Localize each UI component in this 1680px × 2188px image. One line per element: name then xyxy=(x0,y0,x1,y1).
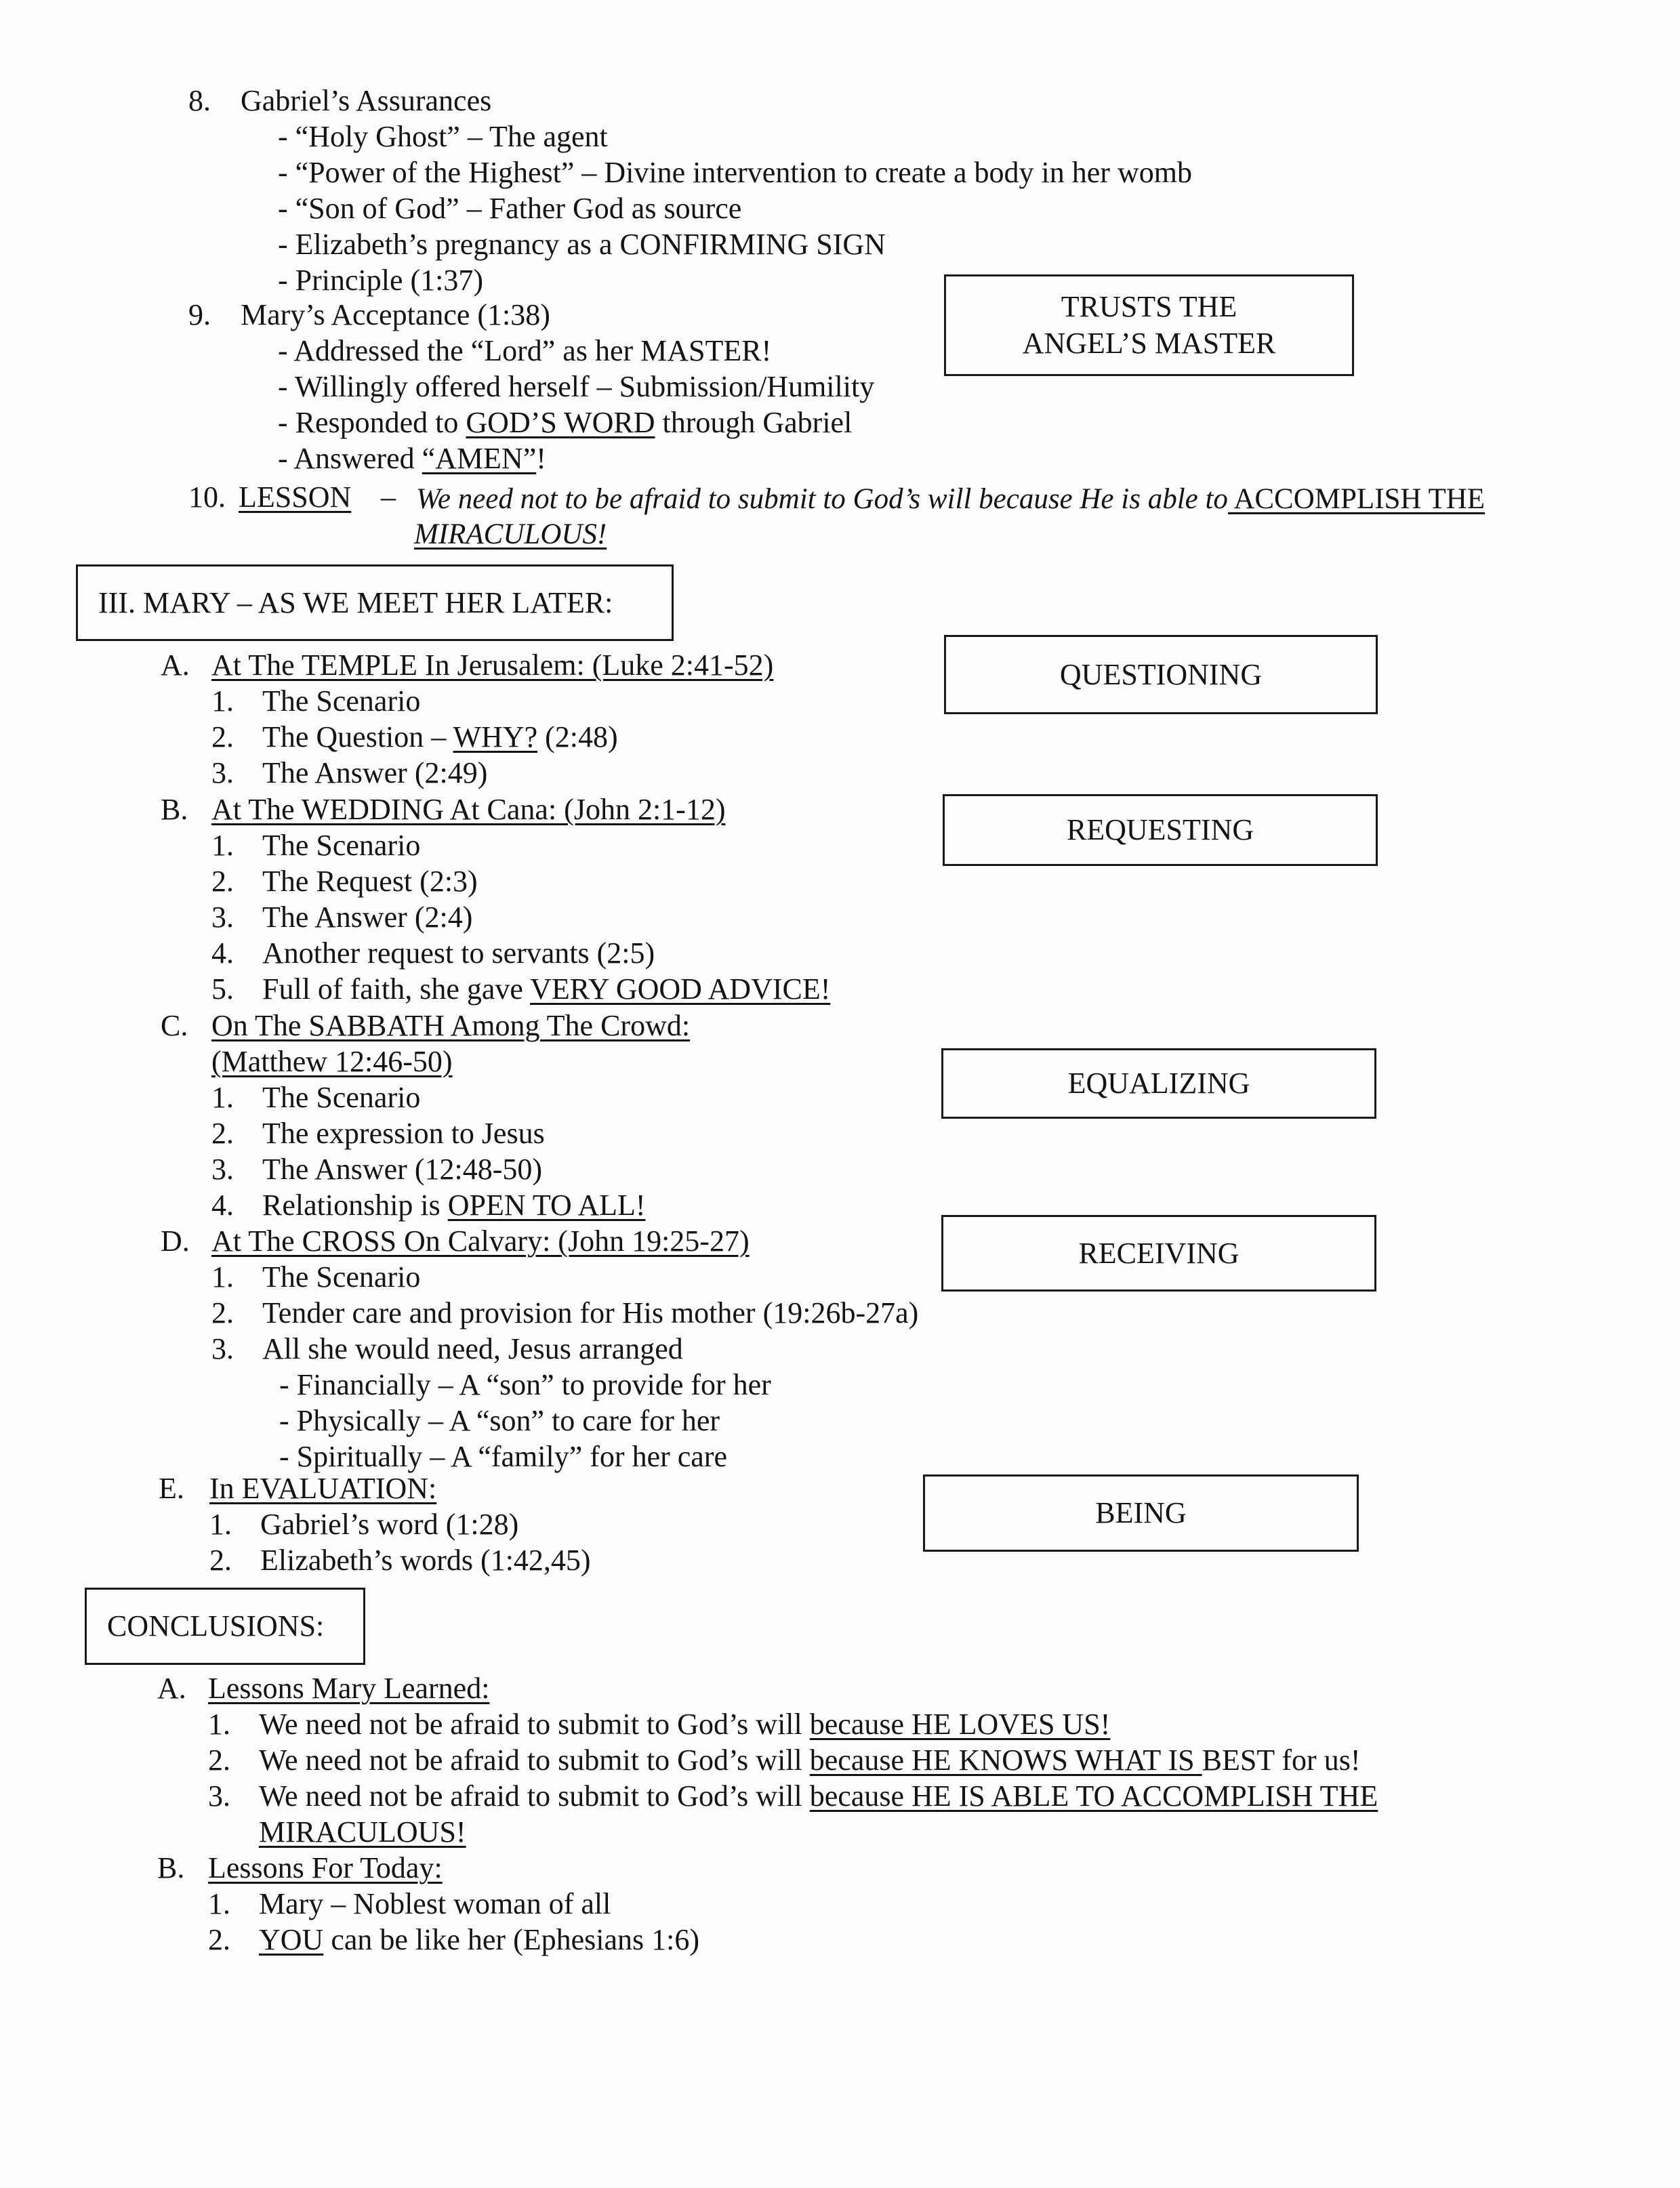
list-number: 2. xyxy=(211,1117,234,1150)
acceptance-point-text: - Answered xyxy=(278,442,422,475)
list-item-underlined: OPEN TO ALL! xyxy=(447,1189,646,1222)
sub-list-item: - Spiritually – A “family” for her care xyxy=(279,1440,727,1473)
lesson-text-continued: MIRACULOUS! xyxy=(414,518,607,550)
gabriel-point: - Principle (1:37) xyxy=(278,264,484,297)
acceptance-point xyxy=(278,440,546,476)
gabriel-point: - Elizabeth’s pregnancy as a CONFIRMING SIGN xyxy=(278,228,886,261)
receiving-box: RECEIVING xyxy=(941,1215,1376,1292)
list-item: The Scenario xyxy=(262,829,421,862)
list-item: The Answer (2:49) xyxy=(262,756,488,789)
item-9-number: 9. xyxy=(188,298,211,331)
list-item-continued: MIRACULOUS! xyxy=(259,1815,466,1849)
lesson-label: LESSON xyxy=(239,480,352,514)
list-item xyxy=(259,1778,1378,1814)
list-number: 1. xyxy=(211,1081,234,1114)
list-number: 2. xyxy=(208,1923,230,1956)
list-item xyxy=(259,1742,1360,1778)
sub-list-item: - Physically – A “son” to care for her xyxy=(279,1404,720,1437)
list-item-text: can be like her (Ephesians 1:6) xyxy=(323,1923,700,1956)
conclusion-b-title: Lessons For Today: xyxy=(208,1851,443,1884)
acceptance-point: - Willingly offered herself – Submission/Humility xyxy=(278,370,875,403)
list-number: 1. xyxy=(208,1708,230,1741)
equalizing-box: EQUALIZING xyxy=(941,1048,1376,1119)
list-number: 3. xyxy=(211,1153,234,1186)
acceptance-point-text: through Gabriel xyxy=(655,406,853,439)
section-b-title: At The WEDDING At Cana: (John 2:1-12) xyxy=(211,793,726,826)
item-9-heading: Mary’s Acceptance (1:38) xyxy=(241,298,550,331)
lesson-text xyxy=(416,481,1485,517)
list-number: 4. xyxy=(211,1189,234,1222)
list-item-text: We need not be afraid to submit to God’s will xyxy=(259,1779,810,1813)
acceptance-point-text: - Responded to xyxy=(278,406,466,439)
list-item xyxy=(262,971,830,1007)
list-number: 5. xyxy=(211,972,234,1006)
list-item: Mary – Noblest woman of all xyxy=(259,1887,611,1920)
list-item: Elizabeth’s words (1:42,45) xyxy=(260,1544,591,1577)
section-d-title: At The CROSS On Calvary: (John 19:25-27) xyxy=(211,1224,750,1258)
list-number: 2. xyxy=(211,1296,234,1329)
list-number: 1. xyxy=(209,1508,232,1541)
list-item-underlined: YOU xyxy=(259,1923,324,1956)
list-item-underlined: because HE IS ABLE TO ACCOMPLISH THE xyxy=(809,1779,1378,1813)
conclusion-a-letter: A. xyxy=(157,1672,186,1705)
list-item-underlined: because HE KNOWS WHAT IS xyxy=(809,1743,1202,1777)
list-item-underlined: because HE LOVES US! xyxy=(809,1708,1111,1741)
list-item xyxy=(259,1706,1110,1742)
acceptance-point: - Addressed the “Lord” as her MASTER! xyxy=(278,334,772,367)
questioning-box: QUESTIONING xyxy=(944,635,1378,714)
section-c-title: On The SABBATH Among The Crowd: xyxy=(211,1009,691,1042)
list-item: Gabriel’s word (1:28) xyxy=(260,1508,519,1541)
section-e-title: In EVALUATION: xyxy=(209,1472,437,1505)
trusts-box-line2: ANGEL’S MASTER xyxy=(1022,327,1276,360)
list-item: All she would need, Jesus arranged xyxy=(262,1332,683,1365)
list-item: The Request (2:3) xyxy=(262,865,478,898)
list-item-text: (2:48) xyxy=(537,720,618,754)
list-item-text: Full of faith, she gave xyxy=(262,972,531,1006)
section-iii-heading: III. MARY – AS WE MEET HER LATER: xyxy=(76,564,674,641)
list-item xyxy=(262,1187,646,1223)
item-8-number: 8. xyxy=(188,84,211,117)
section-a-title: At The TEMPLE In Jerusalem: (Luke 2:41-52) xyxy=(211,648,774,682)
gabriel-point: - “Son of God” – Father God as source xyxy=(278,192,742,225)
item-10-number: 10. xyxy=(188,480,226,514)
conclusion-b-letter: B. xyxy=(157,1851,185,1884)
list-item-text: Relationship is xyxy=(262,1189,448,1222)
amen-underlined: “AMEN” xyxy=(422,442,537,475)
list-number: 2. xyxy=(208,1743,230,1777)
list-item-text: We need not be afraid to submit to God’s will xyxy=(259,1743,810,1777)
section-d-letter: D. xyxy=(161,1224,190,1258)
section-a-letter: A. xyxy=(161,648,190,682)
list-number: 2. xyxy=(211,720,234,754)
section-e-letter: E. xyxy=(159,1472,184,1505)
acceptance-point xyxy=(278,405,852,440)
section-c-title-continued: (Matthew 12:46-50) xyxy=(211,1045,453,1078)
list-number: 3. xyxy=(211,901,234,934)
list-item-underlined: WHY? xyxy=(453,720,538,754)
list-item: The Scenario xyxy=(262,684,421,718)
list-number: 1. xyxy=(211,1260,234,1294)
list-item: Another request to servants (2:5) xyxy=(262,936,655,970)
list-item: The Scenario xyxy=(262,1260,421,1294)
list-item xyxy=(259,1922,699,1958)
list-number: 3. xyxy=(208,1779,230,1813)
list-item-text: BEST for us! xyxy=(1202,1743,1361,1777)
gabriel-point: - “Power of the Highest” – Divine intervention to create a body in her womb xyxy=(278,156,1192,189)
trusts-box xyxy=(944,274,1354,376)
conclusions-heading: CONCLUSIONS: xyxy=(85,1588,365,1665)
sub-list-item: - Financially – A “son” to provide for her xyxy=(279,1368,771,1401)
list-number: 4. xyxy=(211,936,234,970)
lesson-italic-text: We need not to be afraid to submit to God’s will because He is able to xyxy=(416,483,1228,515)
requesting-box: REQUESTING xyxy=(943,794,1378,866)
list-item-text: The Question – xyxy=(262,720,453,754)
list-number: 2. xyxy=(211,865,234,898)
item-8-heading: Gabriel’s Assurances xyxy=(241,84,492,117)
list-number: 3. xyxy=(211,1332,234,1365)
list-item: Tender care and provision for His mother (19:26b-27a) xyxy=(262,1296,919,1329)
list-item: The Answer (12:48-50) xyxy=(262,1153,543,1186)
list-number: 1. xyxy=(208,1887,230,1920)
list-item: The Answer (2:4) xyxy=(262,901,473,934)
being-box: BEING xyxy=(923,1474,1359,1552)
list-number: 2. xyxy=(209,1544,232,1577)
list-item xyxy=(262,719,618,755)
list-item: The expression to Jesus xyxy=(262,1117,545,1150)
list-number: 3. xyxy=(211,756,234,789)
list-item: The Scenario xyxy=(262,1081,421,1114)
list-item-underlined: VERY GOOD ADVICE! xyxy=(530,972,831,1006)
acceptance-point-text: ! xyxy=(536,442,546,475)
lesson-dash: – xyxy=(381,480,396,514)
conclusion-a-title: Lessons Mary Learned: xyxy=(208,1672,490,1705)
lesson-underlined-text: ACCOMPLISH THE xyxy=(1227,483,1486,515)
list-number: 1. xyxy=(211,829,234,862)
gods-word-underlined: GOD’S WORD xyxy=(466,406,655,439)
trusts-box-line1: TRUSTS THE xyxy=(1061,290,1237,323)
list-item-text: We need not be afraid to submit to God’s will xyxy=(259,1708,810,1741)
section-b-letter: B. xyxy=(161,793,188,826)
gabriel-point: - “Holy Ghost” – The agent xyxy=(278,120,608,153)
list-number: 1. xyxy=(211,684,234,718)
section-c-letter: C. xyxy=(161,1009,188,1042)
